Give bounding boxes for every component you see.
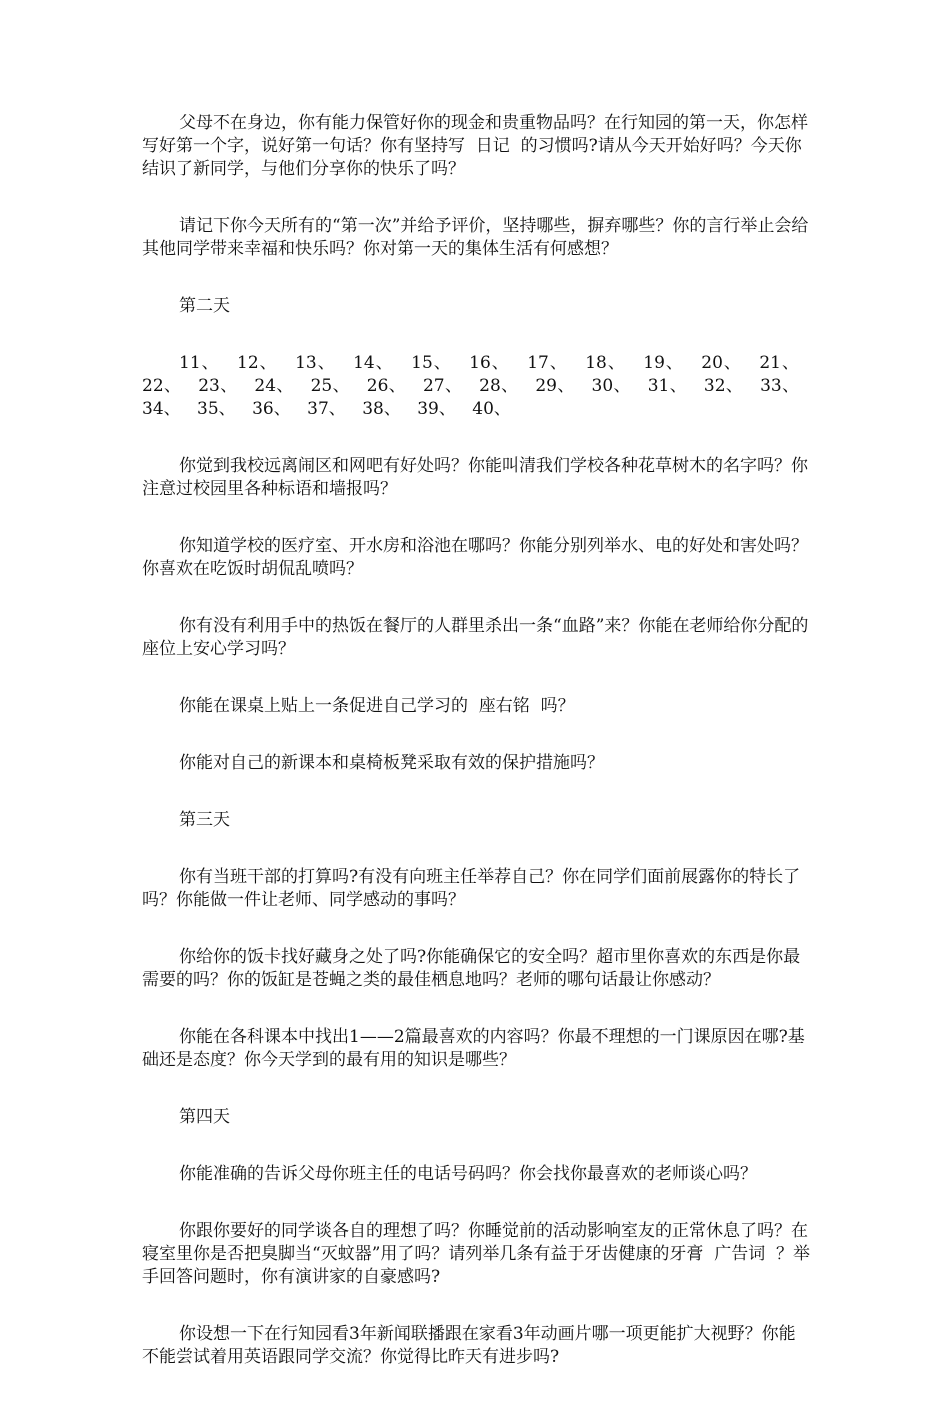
section-heading-day2: 第二天 bbox=[179, 296, 230, 316]
list-number: 18、 bbox=[585, 353, 626, 373]
list-number: 16、 bbox=[469, 353, 510, 373]
list-number: 31、 bbox=[647, 376, 688, 396]
paragraph: 你给你的饭卡找好藏身之处了吗?你能确保它的安全吗？超市里你喜欢的东西是你最需要的吗？你的饭缸是苍蝇之类的最佳栖息地吗？老师的哪句话最让你感动？ bbox=[142, 947, 801, 990]
list-number: 12、 bbox=[237, 353, 278, 373]
list-number: 25、 bbox=[310, 376, 350, 396]
list-number: 14、 bbox=[353, 353, 394, 373]
list-number: 28、 bbox=[479, 376, 519, 396]
list-number: 35、 bbox=[197, 399, 236, 419]
paragraph: 父母不在身边，你有能力保管好你的现金和贵重物品吗？在行知园的第一天，你怎样写好第一个字，说好第一句话？你有坚持写 日记 的习惯吗?请从今天开始好吗？今天你结识了新同学，与他们分享你的快乐了吗？ bbox=[142, 113, 808, 179]
list-number: 33、 bbox=[760, 376, 800, 396]
list-number: 17、 bbox=[527, 353, 568, 373]
paragraph: 你跟你要好的同学谈各自的理想了吗？你睡觉前的活动影响室友的正常休息了吗？在寝室里你是否把臭脚当“灭蚊器”用了吗？请列举几条有益于牙齿健康的牙膏 广告词 ？举手回答问题时，你有演讲家的自豪感吗? bbox=[142, 1221, 810, 1287]
list-number: 30、 bbox=[591, 376, 631, 396]
list-number: 11、 bbox=[179, 353, 220, 373]
list-number: 26、 bbox=[366, 376, 407, 396]
list-number: 22、 bbox=[142, 376, 182, 396]
paragraph: 你有当班干部的打算吗?有没有向班主任举荐自己？你在同学们面前展露你的特长了吗？你能做一件让老师、同学感动的事吗？ bbox=[142, 867, 801, 910]
paragraph: 请记下你今天所有的“第一次”并给予评价，坚持哪些，摒弃哪些？你的言行举止会给其他同学带来幸福和快乐吗？你对第一天的集体生活有何感想？ bbox=[142, 216, 809, 259]
list-number: 24、 bbox=[254, 376, 294, 396]
list-number: 20、 bbox=[701, 353, 742, 373]
section-heading-day4: 第四天 bbox=[179, 1107, 230, 1127]
paragraph: 你能在课桌上贴上一条促进自己学习的 座右铭 吗？ bbox=[179, 696, 575, 716]
list-number: 23、 bbox=[198, 376, 238, 396]
list-number: 32、 bbox=[703, 376, 744, 396]
paragraph: 你能准确的告诉父母你班主任的电话号码吗？你会找你最喜欢的老师谈心吗？ bbox=[179, 1164, 757, 1184]
list-number: 37、 bbox=[307, 399, 346, 419]
list-number: 27、 bbox=[422, 376, 463, 396]
paragraph: 你能对自己的新课本和桌椅板凳采取有效的保护措施吗？ bbox=[179, 753, 604, 773]
list-number: 38、 bbox=[362, 399, 401, 419]
list-number: 40、 bbox=[472, 399, 511, 419]
paragraph: 你觉到我校远离闹区和网吧有好处吗？你能叫清我们学校各种花草树木的名字吗？你注意过校园里各种标语和墙报吗？ bbox=[142, 456, 808, 499]
list-number: 21、 bbox=[759, 353, 799, 373]
paragraph: 你设想一下在行知园看3年新闻联播跟在家看3年动画片哪一项更能扩大视野？你能不能尝试着用英语跟同学交流？你觉得比昨天有进步吗? bbox=[142, 1324, 796, 1367]
list-number: 34、 bbox=[142, 399, 181, 419]
paragraph: 你能在各科课本中找出1——2篇最喜欢的内容吗？你最不理想的一门课原因在哪?基础还是态度？你今天学到的最有用的知识是哪些？ bbox=[142, 1027, 805, 1070]
section-heading-day3: 第三天 bbox=[179, 810, 230, 830]
list-number: 29、 bbox=[535, 376, 575, 396]
list-number: 36、 bbox=[252, 399, 291, 419]
list-number: 13、 bbox=[295, 353, 336, 373]
list-number: 19、 bbox=[643, 353, 684, 373]
number-list bbox=[142, 352, 810, 421]
paragraph: 你知道学校的医疗室、开水房和浴池在哪吗？你能分别列举水、电的好处和害处吗？你喜欢在吃饭时胡侃乱喷吗？ bbox=[142, 536, 808, 579]
document-page bbox=[142, 112, 810, 1403]
list-number: 39、 bbox=[417, 399, 456, 419]
list-number: 15、 bbox=[411, 353, 452, 373]
paragraph: 你有没有利用手中的热饭在餐厅的人群里杀出一条“血路”来？你能在老师给你分配的座位上安心学习吗？ bbox=[142, 616, 809, 659]
